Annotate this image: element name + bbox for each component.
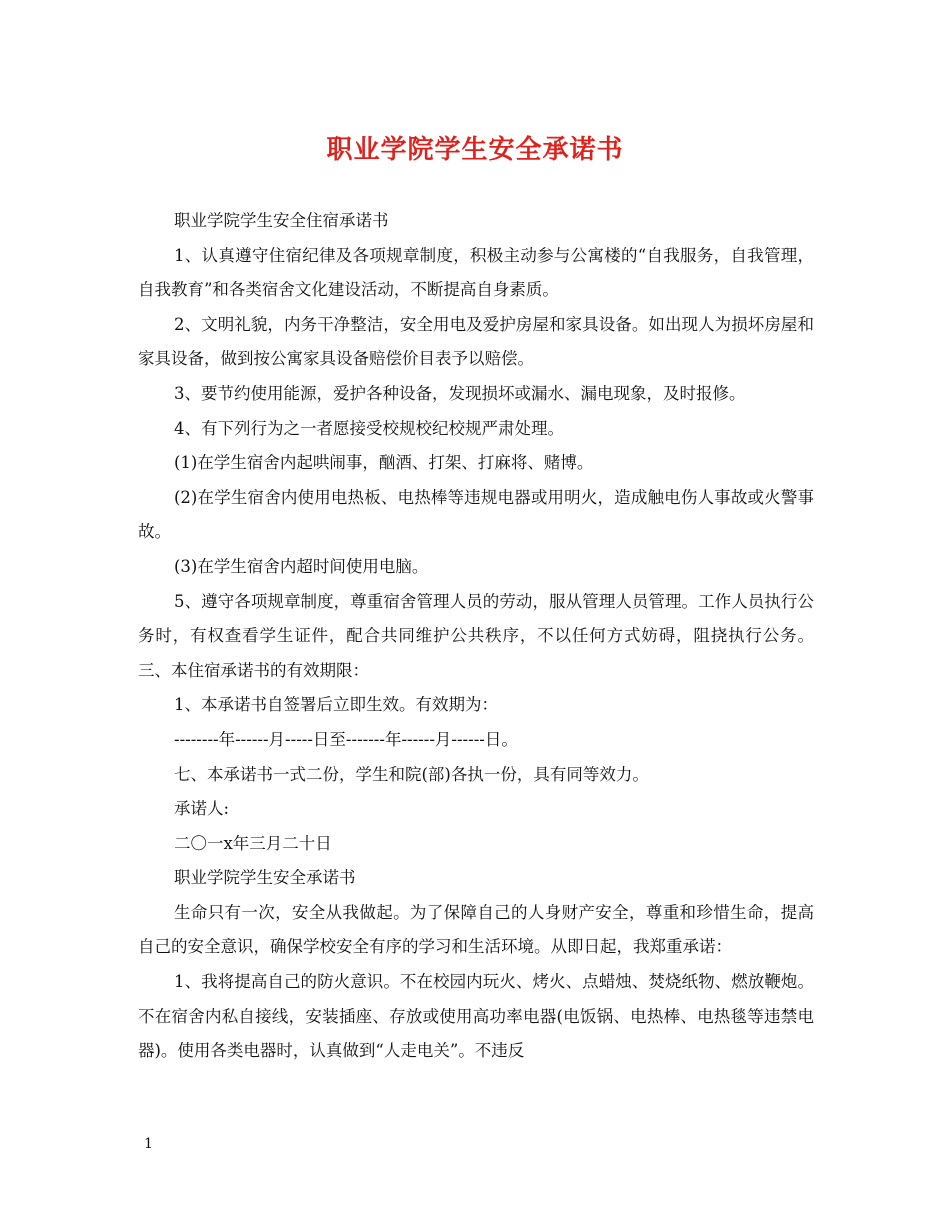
paragraph-validity: 1、本承诺书自签署后立即生效。有效期为： xyxy=(174,695,498,715)
paragraph-subitem-3: (3)在学生宿舍内超时间使用电脑。 xyxy=(174,556,429,576)
paragraph-date-range: --------年------月-----日至-------年------月------日。 xyxy=(174,729,518,749)
paragraph-subitem-1: (1)在学生宿舍内起哄闹事，酗酒、打架、打麻将、赌博。 xyxy=(174,453,594,473)
paragraph-intro: 生命只有一次，安全从我做起。为了保障自己的人身财产安全，尊重和珍惜生命，提高自己的安全意识，确保学校安全有序的学习和生活环境。从即日起，我郑重承诺： xyxy=(138,902,814,957)
document-body xyxy=(138,204,814,1069)
paragraph-copies: 七、本承诺书一式二份，学生和院(部)各执一份，具有同等效力。 xyxy=(174,764,649,784)
subtitle-dorm-pledge: 职业学院学生安全住宿承诺书 xyxy=(174,211,389,230)
paragraph-item-4: 4、有下列行为之一者愿接受校规校纪校规严肃处理。 xyxy=(174,418,564,438)
signature-date: 二〇一x年三月二十日 xyxy=(174,833,332,853)
subtitle-safety-pledge: 职业学院学生安全承诺书 xyxy=(174,868,356,888)
paragraph-item-1: 1、认真遵守住宿纪律及各项规章制度，积极主动参与公寓楼的“自我服务，自我管理，自我教育”和各类宿舍文化建设活动，不断提高自身素质。 xyxy=(138,245,814,300)
paragraph-item-5: 5、遵守各项规章制度，尊重宿舍管理人员的劳动，服从管理人员管理。工作人员执行公务时，有权查看学生证件，配合共同维护公共秩序，不以任何方式妨碍，阻挠执行公务。三、本住宿承诺书的有效期限： xyxy=(138,591,814,680)
page-number: 1 xyxy=(144,1136,153,1152)
paragraph-item-2: 2、文明礼貌，内务干净整洁，安全用电及爱护房屋和家具设备。如出现人为损坏房屋和家具设备，做到按公寓家具设备赔偿价目表予以赔偿。 xyxy=(138,314,814,369)
document-title: 职业学院学生安全承诺书 xyxy=(326,135,624,165)
paragraph-item-3: 3、要节约使用能源，爱护各种设备，发现损坏或漏水、漏电现象，及时报修。 xyxy=(174,383,746,403)
paragraph-fire-safety: 1、我将提高自己的防火意识。不在校园内玩火、烤火、点蜡烛、焚烧纸物、燃放鞭炮。不在宿舍内私自接线，安装插座、存放或使用高功率电器(电饭锅、电热棒、电热毯等违禁电器)。使用各类电器时，认真做到“人走电关”。不违反 xyxy=(138,972,814,1061)
signature-label: 承诺人: xyxy=(174,799,230,819)
paragraph-subitem-2: (2)在学生宿舍内使用电热板、电热棒等违规电器或用明火，造成触电伤人事故或火警事故。 xyxy=(138,487,814,542)
